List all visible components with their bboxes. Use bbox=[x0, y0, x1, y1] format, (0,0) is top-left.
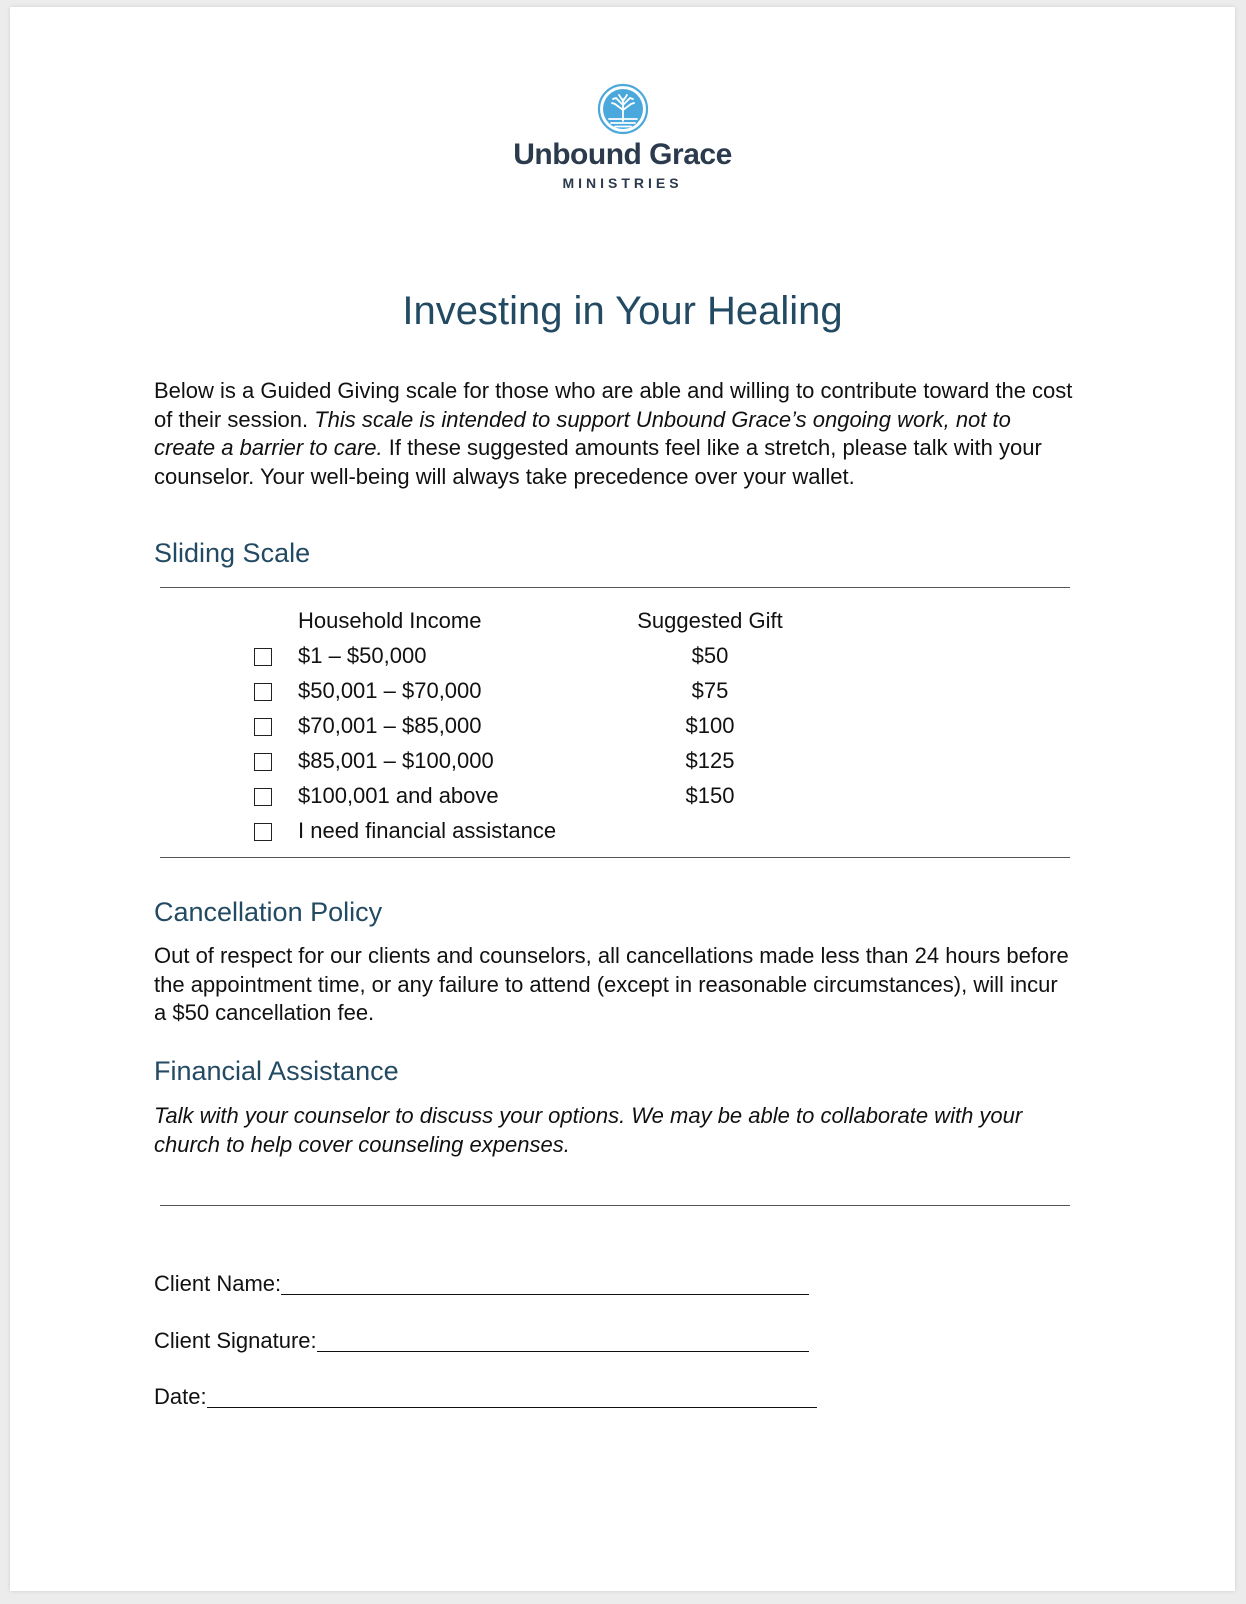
income-range: $85,001 – $100,000 bbox=[298, 748, 494, 773]
sliding-scale-heading: Sliding Scale bbox=[154, 538, 311, 568]
income-checkbox[interactable] bbox=[254, 788, 272, 806]
date-row bbox=[154, 1382, 817, 1412]
income-checkbox[interactable] bbox=[254, 683, 272, 701]
ministry-logo bbox=[10, 83, 1235, 193]
client-name-row bbox=[154, 1269, 809, 1299]
page-title: Investing in Your Healing bbox=[402, 289, 843, 333]
client-name-label: Client Name: bbox=[154, 1271, 282, 1296]
intro-italic-text: This scale is intended to support Unbound Grace’s ongoing work, not to create a barrier to care. bbox=[154, 406, 1011, 461]
scale-row bbox=[248, 780, 868, 815]
income-checkbox[interactable] bbox=[254, 753, 272, 771]
document-page bbox=[10, 7, 1235, 1591]
financial-assistance-text: Talk with your counselor to discuss your options. We may be able to collaborate with your church to help cover counseling expenses. bbox=[154, 1103, 1023, 1157]
scale-row bbox=[248, 640, 868, 675]
cancellation-policy-text: Out of respect for our clients and counselors, all cancellations made less than 24 hours before the appointment time, or any failure to attend (except in reasonable circumstances), will incur a $50 cancellation fee. bbox=[154, 943, 1069, 1026]
scale-row bbox=[248, 745, 868, 780]
income-column-header: Household Income bbox=[298, 608, 482, 633]
income-range: $70,001 – $85,000 bbox=[298, 713, 482, 738]
tree-circle-logo-icon bbox=[597, 83, 649, 135]
suggested-gift: $50 bbox=[691, 643, 729, 668]
income-checkbox[interactable] bbox=[254, 718, 272, 736]
financial-assistance-checkbox[interactable] bbox=[254, 823, 272, 841]
cancellation-policy-heading: Cancellation Policy bbox=[154, 897, 383, 927]
intro-text-1: Below is a Guided Giving scale for those who are able and willing to contribute toward the cost of their session. bbox=[154, 378, 1073, 432]
client-name-field[interactable] bbox=[281, 1272, 809, 1295]
suggested-gift: $75 bbox=[691, 678, 729, 703]
intro-text-2: If these suggested amounts feel like a stretch, please talk with your counselor. Your well-being will always take precedence over your wallet. bbox=[154, 435, 1042, 489]
suggested-gift: $150 bbox=[685, 783, 735, 808]
income-checkbox[interactable] bbox=[254, 648, 272, 666]
sliding-scale-table bbox=[248, 605, 868, 850]
financial-assistance-heading: Financial Assistance bbox=[154, 1056, 399, 1086]
income-range: $1 – $50,000 bbox=[298, 643, 427, 668]
client-signature-label: Client Signature: bbox=[154, 1328, 317, 1353]
intro-paragraph bbox=[154, 377, 1074, 491]
scale-row bbox=[248, 710, 868, 745]
income-range: $50,001 – $70,000 bbox=[298, 678, 482, 703]
divider-middle bbox=[160, 857, 1070, 858]
divider-bottom bbox=[160, 1205, 1070, 1206]
logo-subtitle: MINISTRIES bbox=[562, 175, 683, 191]
date-label: Date: bbox=[154, 1384, 207, 1409]
client-signature-field[interactable] bbox=[317, 1329, 809, 1352]
date-field[interactable] bbox=[207, 1385, 817, 1408]
logo-name: Unbound Grace bbox=[513, 138, 732, 171]
scale-row bbox=[248, 815, 868, 850]
income-range: $100,001 and above bbox=[298, 783, 499, 808]
divider-top bbox=[160, 587, 1070, 588]
suggested-gift: $125 bbox=[685, 748, 735, 773]
scale-row bbox=[248, 675, 868, 710]
gift-column-header: Suggested Gift bbox=[637, 608, 783, 633]
suggested-gift: $100 bbox=[685, 713, 735, 738]
financial-assistance-label: I need financial assistance bbox=[298, 818, 557, 843]
client-signature-row bbox=[154, 1326, 809, 1356]
scale-header-row bbox=[248, 605, 868, 640]
